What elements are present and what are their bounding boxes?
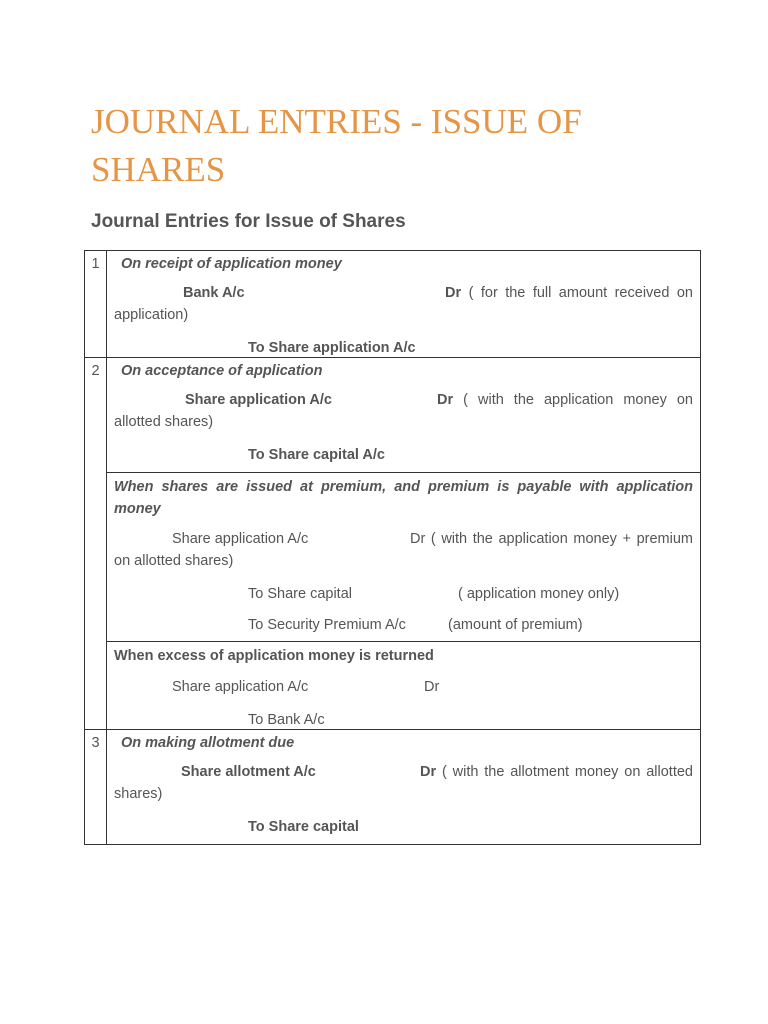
excess-credit-line: To Bank A/c	[248, 712, 325, 728]
debit-account: Bank A/c	[183, 285, 245, 301]
premium-debit-line	[114, 528, 693, 572]
premium-credit2-note: (amount of premium)	[448, 617, 583, 633]
entry-heading: On receipt of application money	[121, 256, 342, 272]
debit-note: ( with the allotment money on allotted shares)	[114, 764, 693, 802]
debit-line	[114, 761, 693, 805]
table-row	[85, 358, 701, 473]
entry-cell	[107, 730, 701, 845]
dr-label: Dr	[437, 392, 454, 408]
journal-entries-table	[84, 250, 701, 845]
excess-heading: When excess of application money is returned	[114, 648, 434, 664]
table-row	[85, 642, 701, 730]
entry-number: 3	[85, 730, 107, 845]
entry-number: 2	[85, 358, 107, 730]
excess-debit-line	[114, 676, 693, 698]
debit-account: Share application A/c	[185, 392, 332, 408]
document-title: JOURNAL ENTRIES - ISSUE OF SHARES	[91, 102, 582, 189]
entry-cell	[107, 251, 701, 358]
debit-line	[114, 389, 693, 433]
entry-number: 1	[85, 251, 107, 358]
dr-label: Dr	[445, 285, 462, 301]
premium-debit-account: Share application A/c	[172, 531, 309, 547]
entry-cell	[107, 358, 701, 473]
premium-credit1-note: ( application money only)	[458, 586, 620, 602]
entry-heading: On acceptance of application	[121, 363, 323, 379]
section-subtitle: Journal Entries for Issue of Shares	[91, 211, 406, 232]
table-row	[85, 473, 701, 642]
debit-line	[114, 282, 693, 326]
dr-label: Dr	[420, 764, 437, 780]
debit-account: Share allotment A/c	[181, 764, 316, 780]
credit-line: To Share capital	[248, 819, 359, 835]
premium-credit-line-1	[114, 586, 693, 603]
debit-note: ( with the application money on allotted shares)	[114, 392, 693, 430]
premium-cell	[107, 473, 701, 642]
excess-dr-label: Dr	[424, 679, 440, 695]
credit-line: To Share application A/c	[248, 340, 416, 356]
excess-debit-account: Share application A/c	[172, 679, 309, 695]
premium-credit1-account: To Share capital	[248, 586, 352, 602]
debit-note: ( for the full amount received on application)	[114, 285, 693, 323]
table-row	[85, 730, 701, 845]
premium-heading: When shares are issued at premium, and premium is payable with application money	[114, 479, 693, 517]
premium-credit-line-2	[114, 617, 693, 634]
excess-cell	[107, 642, 701, 730]
entry-heading: On making allotment due	[121, 735, 295, 751]
premium-debit-note: Dr ( with the application money + premium on allotted shares)	[114, 531, 693, 569]
table-row	[85, 251, 701, 358]
credit-line: To Share capital A/c	[248, 447, 385, 463]
premium-credit2-account: To Security Premium A/c	[248, 617, 406, 633]
